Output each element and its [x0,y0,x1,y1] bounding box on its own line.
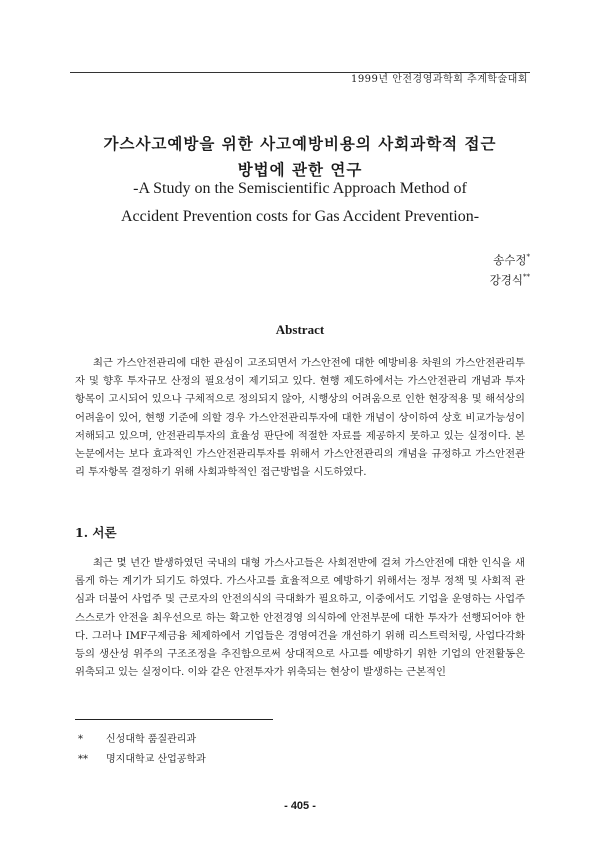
section-1-heading: 1. 서론 [75,525,117,540]
author-1-name: 송수정 [493,253,527,267]
conference-header: 1999년 안전경영과학회 추계학술대회 [350,74,528,85]
korean-title-line-1: 가스사고예방을 위한 사고예방비용의 사회과학적 접근 [103,134,497,153]
abstract-body: 최근 가스안전관리에 대한 관심이 고조되면서 가스안전에 대한 예방비용 차원의 가스안전관리투자 및 향후 투자규모 산정의 필요성이 제기되고 있다. 현행 제도하에서는 가스안전관리 개념과 투자항목이 고시되어 있으나 구체적으로 정의되지 않아, 시행상의 어려움으로 인한 현장적용 및 해석상의 어려움이 있어, 현행 기준에 의할 경우 가스안전관리투자에 대한 개념이 상이하여 상호 비교가능성이 저해되고 있으며, 안전관리투자의 효율성 판단에 적절한 자료를 제공하지 못하고 있는 실정이다. 본 논문에서는 보다 효과적인 가스안전관리투자를 위해서 가스안전관리의 개념을 규정하고 가스안전관리 투자항목 결정하기 위해 사회과학적인 접근방법을 시도하였다. [75,357,525,479]
section-1-body: 최근 몇 년간 발생하였던 국내의 대형 가스사고들은 사회전반에 걸쳐 가스안전에 대한 인식을 새롭게 하는 계기가 되기도 하였다. 가스사고를 효율적으로 예방하기 위해서는 정부 정책 및 사회적 관심과 더불어 사업주 및 근로자의 안전의식의 극대화가 필요하고, 이중에서도 기업을 운영하는 사업주 스스로가 안전을 최우선으로 하는 확고한 안전경영 의식하에 안전부문에 대한 투자가 선행되어야 한다. 그러나 IMF구제금융 체제하에서 기업들은 경영여건을 개선하기 위해 리스트럭처링, 사업다각화 등의 생산성 위주의 구조조정을 추진함으로써 상대적으로 사고를 예방하기 위한 기업의 안전활동은 위축되고 있는 실정이다. 이와 같은 안전투자가 위축되는 현상이 발생하는 근본적인 [75,557,525,679]
author-2-name: 강경식 [489,273,523,287]
author-1-mark: * [526,253,530,262]
abstract-heading: Abstract [275,322,325,337]
footnote-2 [78,750,206,765]
english-title-line-1: -A Study on the Semiscientific Approach Method of [133,180,467,197]
korean-title-line-2: 방법에 관한 연구 [237,160,363,179]
page-number: - 405 - [284,800,316,812]
footnote-rule [75,719,273,720]
english-title-line-2: Accident Prevention costs for Gas Accident Prevention- [120,208,480,225]
author-2-mark: ** [523,273,530,282]
author-1 [493,252,530,268]
author-2 [490,272,530,288]
footnote-2-text: 명지대학교 산업공학과 [106,754,206,765]
footnote-1-text: 신성대학 품질관리과 [106,734,197,745]
footnote-1 [78,730,196,745]
footnote-2-mark: ** [78,754,88,765]
footnote-1-mark: * [78,734,83,745]
